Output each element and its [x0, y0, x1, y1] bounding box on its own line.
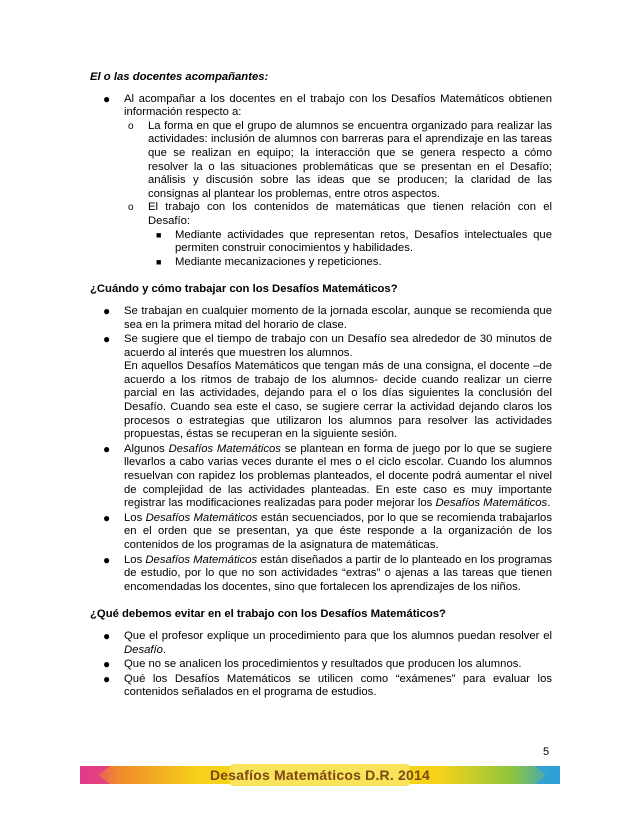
sub-sub-list	[148, 229, 552, 270]
list-item-text: Los	[124, 511, 146, 524]
sub-list-item-text: El trabajo con los contenidos de matemáticas que tienen relación con el Desafío:	[148, 201, 552, 227]
list-item-text: Qué los Desafíos Matemáticos se utilicen como “exámenes” para evaluar los contenidos señalados en el programa de estudios.	[124, 672, 552, 699]
list-item	[90, 93, 552, 270]
list-item	[90, 512, 552, 553]
list-item-text: Se sugiere que el tiempo de trabajo con un Desafío sea alrededor de 30 minutos de acuerdo al interés que muestren los alumnos.	[124, 333, 552, 359]
document-body	[90, 71, 552, 714]
sub-sub-list-item-text: Mediante actividades que representan retos, Desafíos intelectuales que permiten construir conocimientos y habilidades.	[175, 228, 552, 255]
list-item-text: .	[547, 497, 551, 510]
list-item	[90, 333, 552, 442]
list-item	[90, 658, 552, 672]
footer-banner	[80, 760, 560, 790]
list-item-text: están secuenciados, por lo que se recomienda trabajarlos en el orden que se presentan, ya que éste responde a la organización de los contenidos de los programas de la asignatura de matemáticas.	[124, 511, 552, 551]
circle-bullet-icon: o	[128, 120, 134, 132]
footer-banner-text: Desafíos Matemáticos D.R. 2014	[210, 767, 430, 783]
list-item-paragraph: En aquellos Desafíos Matemáticos que tengan más de una consigna, el docente –de acuerdo a los ritmos de trabajo de los alumnos- decide cuando realizar un cierre parcial en las actividades, dejando para el o los días siguientes la conclusión del Desafío. Cuando sea este el caso, se sugiere cerrar la actividad dejando claros los procesos o estrategias que utilizaron los alumnos para resolver las actividades propuestas, éstas se recuperan en la siguiente sesión.	[124, 360, 552, 441]
list-item-text: Algunos	[124, 442, 169, 455]
list-item	[90, 673, 552, 700]
list-item-text: Los	[124, 553, 146, 566]
list-item-text: Al acompañar a los docentes en el trabajo con los Desafíos Matemáticos obtienen información respecto a:	[124, 92, 552, 119]
section-heading: El o las docentes acompañantes:	[90, 71, 269, 83]
bullet-icon: ●	[103, 552, 111, 567]
sub-list-item	[124, 201, 552, 269]
list-item	[90, 443, 552, 511]
emphasis-text: Desafío	[124, 643, 163, 656]
square-bullet-icon: ■	[156, 256, 162, 267]
bullet-icon: ●	[103, 332, 111, 347]
emphasis-text: Desafíos Matemáticos	[145, 511, 258, 524]
sub-list-item-text: La forma en que el grupo de alumnos se encuentra organizado para realizar las actividades: inclusión de alumnos con barreras para el aprendizaje en las tareas que se realizan en equipo; la interacción que se genera respecto a cómo resolver la o las situaciones problemáticas que se presentan en el Desafío; análisis y discusión sobre las ideas que se producen; la claridad de las consignas al plantear los problemas, entre otros aspectos.	[148, 119, 552, 200]
sub-sub-list-item-text: Mediante mecanizaciones y repeticiones.	[175, 255, 382, 268]
bullet-icon: ●	[103, 657, 111, 672]
emphasis-text: Desafíos Matemáticos	[145, 553, 258, 566]
sub-list-item	[124, 120, 552, 202]
sub-list	[124, 120, 552, 270]
list-item-text: Que no se analicen los procedimientos y resultados que producen los alumnos.	[124, 658, 522, 671]
bullet-icon: ●	[103, 628, 111, 643]
bullet-list	[90, 305, 552, 594]
list-item-text: están diseñados a partir de lo planteado en los programas de estudio, por lo que no son actividades “extras” o ajenas a las tareas que tienen encomendadas los docentes, sino que fortalecen los aprendizajes de los niños.	[124, 553, 552, 593]
emphasis-text: Desafíos Matemáticos	[168, 442, 281, 455]
list-item	[90, 554, 552, 595]
bullet-icon: ●	[103, 441, 111, 456]
section-evitar	[90, 608, 552, 700]
bullet-icon: ●	[103, 91, 111, 106]
bullet-list	[90, 630, 552, 700]
page-number: 5	[543, 746, 550, 758]
section-heading: ¿Qué debemos evitar en el trabajo con los Desafíos Matemáticos?	[90, 608, 446, 621]
section-docentes	[90, 71, 552, 269]
square-bullet-icon: ■	[156, 229, 162, 240]
bullet-list	[90, 93, 552, 270]
list-item	[90, 630, 552, 657]
list-item	[90, 305, 552, 332]
bullet-icon: ●	[103, 671, 111, 686]
section-heading: ¿Cuándo y cómo trabajar con los Desafíos Matemáticos?	[90, 283, 398, 296]
sub-sub-list-item	[148, 229, 552, 256]
section-cuando-como	[90, 283, 552, 594]
circle-bullet-icon: o	[128, 202, 134, 214]
sub-sub-list-item	[148, 256, 552, 270]
list-item-text: Que el profesor explique un procedimiento para que los alumnos puedan resolver el	[124, 629, 552, 642]
bullet-icon: ●	[103, 303, 111, 318]
list-item-text: se plantean en forma de juego por lo que se sugiere llevarlos a cabo varias veces durante el mes o el ciclo escolar. Cuando los alumnos resuelvan con rapidez los problemas planteados, el docente podrá aumentar el nivel de complejidad de las actividades planteadas. En este caso es muy importante registrar las modificaciones realizadas para poder mejorar los	[124, 442, 553, 510]
list-item-text: .	[162, 643, 167, 656]
emphasis-text: Desafíos Matemáticos	[435, 497, 548, 510]
list-item-text: Se trabajan en cualquier momento de la jornada escolar, aunque se recomienda que sea en la primera mitad del horario de clase.	[124, 304, 552, 331]
bullet-icon: ●	[103, 510, 111, 525]
